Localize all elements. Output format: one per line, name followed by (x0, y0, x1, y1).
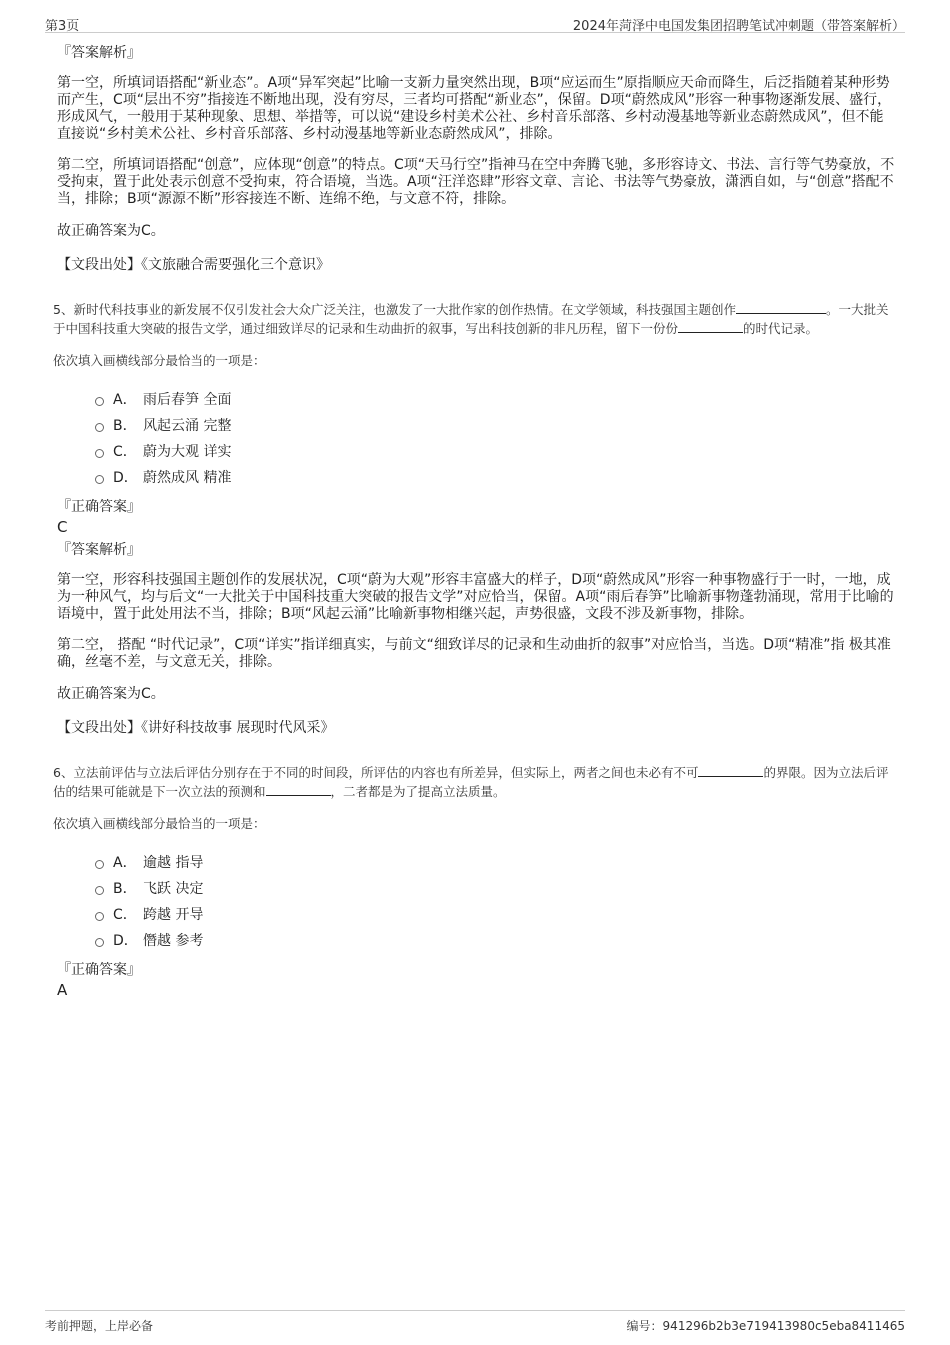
q6-stem-part-1: 6、立法前评估与立法后评估分别存在于不同的时间段，所评估的内容也有所差异，但实际上，两者之间也未必有不可 (53, 765, 699, 780)
q6-stem-part-2: 的界限。因为立法后评估的结果可能就是下一次立法的预测和 (53, 765, 889, 799)
radio-icon[interactable] (95, 938, 104, 947)
radio-icon[interactable] (95, 397, 104, 406)
radio-icon[interactable] (95, 475, 104, 484)
q6-blank-1 (698, 764, 763, 777)
option-text: 蔚为大观 详实 (143, 444, 232, 460)
radio-icon[interactable] (95, 449, 104, 458)
option-text: 僭越 参考 (143, 933, 204, 949)
q6-options (95, 849, 897, 953)
document-body (53, 43, 897, 999)
q5-correct-answer: C (57, 518, 68, 536)
q4-analysis-para-2: 第二空，所填词语搭配“创意”，应体现“创意”的特点。C项“天马行空”指神马在空中奔腾飞驰，多形容诗文、书法、言行等气势豪放，不受拘束，置于此处表示创意不受拘束，符合语境，当选。A项“汪洋恣肆”形容文章、言论、书法等气势豪放，潇洒自如，与“创意”搭配不当，排除；B项“源源不断”形容接连不断、连绵不绝，与文意不符，排除。 (57, 157, 895, 207)
radio-icon[interactable] (95, 886, 104, 895)
q6-option-d[interactable] (95, 927, 897, 953)
option-letter: A． (113, 392, 137, 408)
q5-option-d[interactable] (95, 464, 897, 490)
footer-slogan: 考前押题，上岸必备 (45, 1319, 154, 1333)
q5-blank-2 (678, 320, 743, 333)
q5-options (95, 386, 897, 490)
q5-source: 【文段出处】《讲好科技故事 展现时代风采》 (57, 720, 335, 736)
q5-stem-part-1: 5、新时代科技事业的新发展不仅引发社会大众广泛关注，也激发了一大批作家的创作热情。在文学领域，科技强国主题创作 (53, 302, 736, 317)
option-text: 蔚然成风 精准 (143, 470, 232, 486)
option-text: 跨越 开导 (143, 907, 204, 923)
q6-instruction: 依次填入画横线部分最恰当的一项是： (53, 816, 266, 831)
q6-stem-part-3: ，二者都是为了提高立法质量。 (330, 784, 506, 799)
q5-stem-part-3: 的时代记录。 (743, 321, 819, 336)
option-letter: C． (113, 907, 137, 923)
radio-icon[interactable] (95, 860, 104, 869)
q6-option-a[interactable] (95, 849, 897, 875)
q5-instruction: 依次填入画横线部分最恰当的一项是： (53, 353, 266, 368)
q5-option-b[interactable] (95, 412, 897, 438)
document-title: 2024年菏泽中电国发集团招聘笔试冲刺题（带答案解析） (572, 19, 905, 34)
q5-stem-part-2: 。一大批关于中国科技重大突破的报告文学，通过细致详尽的记录和生动曲折的叙事，写出科技创新的非凡历程，留下一份份 (53, 302, 889, 336)
radio-icon[interactable] (95, 912, 104, 921)
q6-blank-2 (266, 783, 331, 796)
q6-option-c[interactable] (95, 901, 897, 927)
q6-option-b[interactable] (95, 875, 897, 901)
footer-serial: 编号：941296b2b3e719413980c5eba8411465 (626, 1319, 905, 1333)
option-letter: D． (113, 470, 138, 486)
option-text: 逾越 指导 (143, 855, 204, 871)
q4-analysis-label: 『答案解析』 (57, 45, 141, 61)
q6-stem (53, 763, 897, 801)
option-letter: A． (113, 855, 137, 871)
option-letter: D． (113, 933, 138, 949)
option-letter: B． (113, 881, 137, 897)
q4-final-answer: 故正确答案为C。 (57, 223, 165, 239)
q4-source: 【文段出处】《文旅融合需要强化三个意识》 (57, 257, 330, 273)
q4-analysis-para-1: 第一空，所填词语搭配“新业态”。A项“异军突起”比喻一支新力量突然出现，B项“应运而生”原指顺应天命而降生，后泛指随着某种形势而产生，C项“层出不穷”指接连不断地出现，没有穷尽，三者均可搭配“新业态”，保留。D项“蔚然成风”形容一种事物逐渐发展、盛行，形成风气，一般用于某种现象、思想、举措等，可以说“建设乡村美术公社、乡村音乐部落、乡村动漫基地等新业态蔚然成风”，但不能直接说“乡村美术公社、乡村音乐部落、乡村动漫基地等新业态蔚然成风”，排除。 (57, 75, 892, 142)
q5-analysis-para-1: 第一空，形容科技强国主题创作的发展状况，C项“蔚为大观”形容丰富盛大的样子，D项“蔚然成风”形容一种事物盛行于一时，一地，成为一种风气，均与后文“一大批关于中国科技重大突破的报告文学”对应恰当，保留。A项“雨后春笋”比喻新事物蓬勃涌现，常用于比喻的语境中，置于此处用法不当，排除；B项“风起云涌”比喻新事物相继兴起，声势很盛，文段不涉及新事物，排除。 (57, 572, 894, 622)
page-footer (45, 1310, 905, 1337)
q6-correct-answer: A (57, 981, 68, 999)
q6-correct-label: 『正确答案』 (57, 962, 141, 978)
option-letter: B． (113, 418, 137, 434)
radio-icon[interactable] (95, 423, 104, 432)
page-header (45, 12, 905, 33)
q5-analysis-label: 『答案解析』 (57, 542, 141, 558)
option-text: 飞跃 决定 (143, 881, 204, 897)
q5-blank-1 (736, 301, 826, 314)
q5-stem (53, 300, 897, 338)
q5-option-a[interactable] (95, 386, 897, 412)
q5-final-answer: 故正确答案为C。 (57, 686, 165, 702)
q5-option-c[interactable] (95, 438, 897, 464)
option-letter: C． (113, 444, 137, 460)
q5-analysis-para-2: 第二空， 搭配 “时代记录”，C项“详实”指详细真实，与前文“细致详尽的记录和生动曲折的叙事”对应恰当，当选。D项“精准”指 极其准确，丝毫不差，与文意无关，排除。 (57, 637, 891, 670)
option-text: 风起云涌 完整 (143, 418, 232, 434)
option-text: 雨后春笋 全面 (143, 392, 232, 408)
q5-correct-label: 『正确答案』 (57, 499, 141, 515)
page-number: 第3页 (45, 19, 80, 34)
